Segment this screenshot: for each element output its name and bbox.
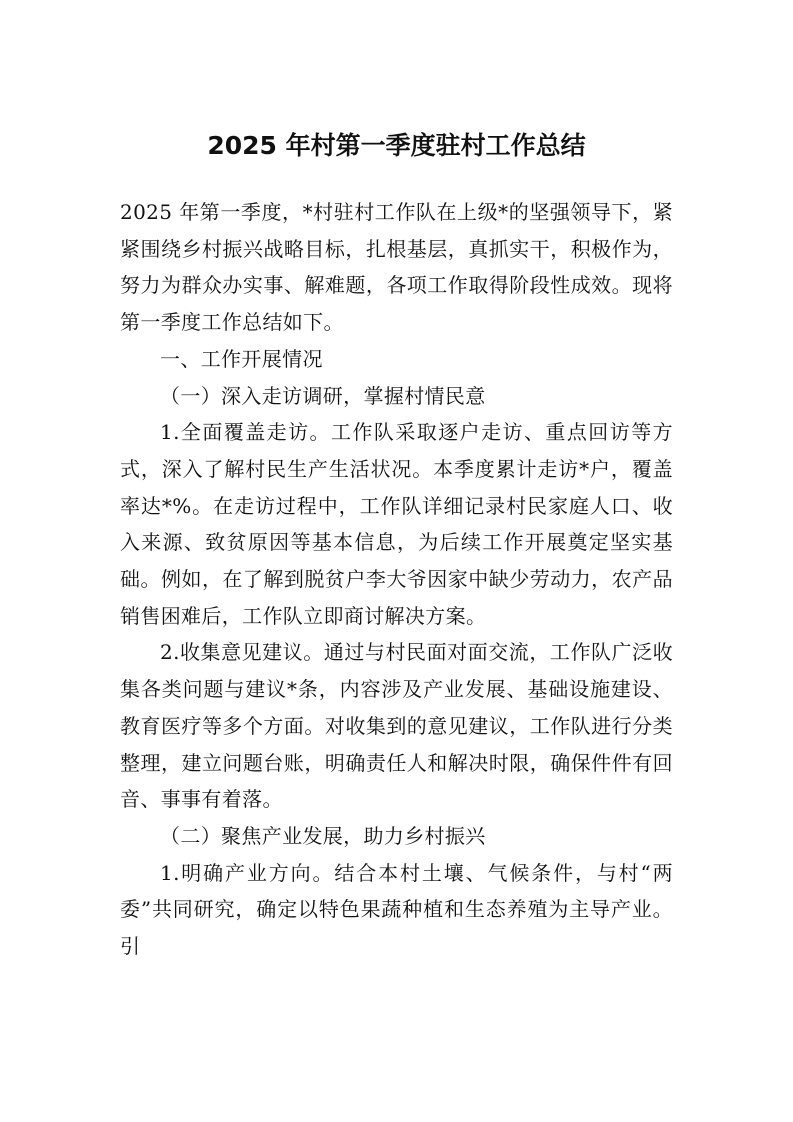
body-paragraph: 2.收集意见建议。通过与村民面对面交流，工作队广泛收集各类问题与建议*条，内容涉及产业发展、基础设施建设、教育医疗等多个方面。对收集到的意见建议，工作队进行分类整理，建立问题台账，明确责任人和解决时限，确保件件有回音、事事有着落。 (120, 640, 673, 812)
document-title: 2025 年村第一季度驻村工作总结 (207, 131, 586, 160)
section-heading-1: 一、工作开展情况 (160, 346, 323, 371)
document-body (120, 194, 673, 965)
subsection-heading-2: （二）聚焦产业发展，助力乡村振兴 (160, 823, 486, 848)
body-paragraph: 1.全面覆盖走访。工作队采取逐户走访、重点回访等方式，深入了解村民生产生活状况。本季度累计走访*户，覆盖率达*%。在走访过程中，工作队详细记录村民家庭人口、收入来源、致贫原因等基本信息，为后续工作开展奠定坚实基础。例如，在了解到脱贫户李大爷因家中缺少劳动力，农产品销售困难后，工作队立即商讨解决方案。 (120, 420, 673, 628)
body-paragraph: 1.明确产业方向。结合本村土壤、气候条件，与村“两委”共同研究，确定以特色果蔬种植和生态养殖为主导产业。引 (120, 860, 673, 959)
subsection-heading-1: （一）深入走访调研，掌握村情民意 (160, 383, 486, 408)
intro-paragraph: 2025 年第一季度，*村驻村工作队在上级*的坚强领导下，紧紧围绕乡村振兴战略目标，扎根基层，真抓实干，积极作为，努力为群众办实事、解难题，各项工作取得阶段性成效。现将第一季度工作总结如下。 (120, 200, 673, 335)
